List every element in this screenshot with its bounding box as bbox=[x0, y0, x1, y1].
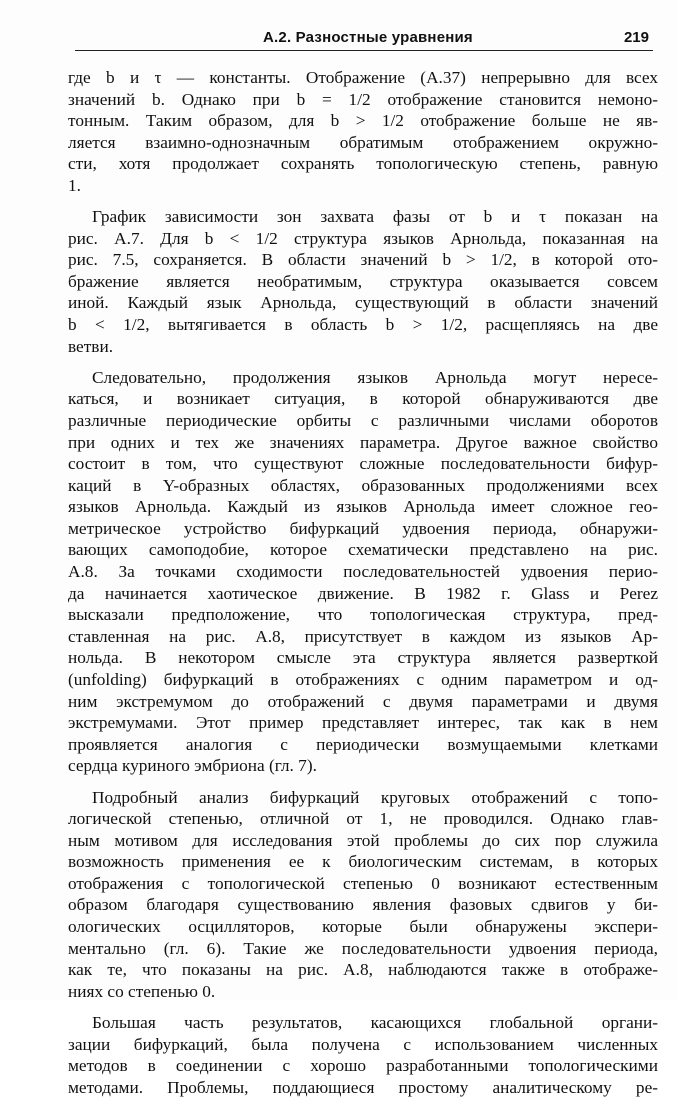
page-number: 219 bbox=[623, 29, 649, 46]
text-line: при одних и тех же значениях параметра. Другое важное свойство bbox=[68, 432, 658, 452]
text-line: высказали предположение, что топологическая структура, пред- bbox=[68, 605, 658, 625]
paragraph bbox=[68, 1012, 658, 1098]
header-rule bbox=[75, 50, 653, 51]
text-line: рис. 7.5, сохраняется. В области значений b > 1/2, в которой ото- bbox=[68, 250, 658, 270]
text-line: бражение является необратимым, структура оказывается совсем bbox=[68, 271, 658, 291]
text-line: ним экстремумом до отображений с двумя параметрами и двумя bbox=[68, 691, 658, 711]
text-line: зации бифуркаций, была получена с использованием численных bbox=[68, 1034, 658, 1054]
paragraph bbox=[68, 67, 658, 197]
page-header bbox=[75, 26, 653, 50]
text-line: экстремумами. Этот пример представляет интерес, так как в нем bbox=[68, 713, 658, 733]
text-line: сти, хотя продолжает сохранять топологическую степень, равную bbox=[68, 154, 658, 174]
text-line: методов в соединении с хорошо разработанными топологическими bbox=[68, 1056, 658, 1076]
text-line: 1. bbox=[68, 175, 81, 195]
running-head: А.2. Разностные уравнения bbox=[263, 29, 473, 46]
text-line: А.8. За точками сходимости последовательностей удвоения перио- bbox=[68, 562, 658, 582]
text-line: (unfolding) бифуркаций в отображениях с одним параметром и од- bbox=[68, 670, 658, 690]
text-line: логической степенью, отличной от 1, не проводился. Однако глав- bbox=[68, 809, 658, 829]
paragraph bbox=[68, 206, 658, 357]
text-line: методами. Проблемы, поддающиеся простому аналитическому ре- bbox=[68, 1077, 658, 1097]
text-line: ниях со степенью 0. bbox=[68, 981, 216, 1001]
text-line: сердца куриного эмбриона (гл. 7). bbox=[68, 756, 317, 776]
body-text bbox=[68, 67, 658, 1108]
text-line: метрическое устройство бифуркаций удвоения периода, обнаружи- bbox=[68, 518, 658, 538]
text-line: возможность применения ее к биологическим системам, в которых bbox=[68, 852, 658, 872]
text-line: отображения с топологической степенью 0 возникают естественным bbox=[68, 873, 658, 893]
text-line: рис. А.7. Для b < 1/2 структура языков Арнольда, показанная на bbox=[68, 228, 658, 248]
text-line: языков Арнольда. Каждый из языков Арнольда имеет сложное гео- bbox=[68, 497, 658, 517]
text-line: Подробный анализ бифуркаций круговых отображений с топо- bbox=[92, 787, 658, 807]
text-line: как те, что показаны на рис. А.8, наблюдаются также в отображе- bbox=[68, 960, 658, 980]
text-line: образом благодаря существованию явления фазовых сдвигов у би- bbox=[68, 895, 658, 915]
text-line: b < 1/2, вытягивается в область b > 1/2, расщепляясь на две bbox=[68, 315, 658, 335]
text-line: ветви. bbox=[68, 336, 114, 356]
text-line: ологических осцилляторов, которые были обнаружены экспери- bbox=[68, 917, 658, 937]
text-line: каться, и возникает ситуация, в которой обнаруживаются две bbox=[68, 389, 658, 409]
text-line: График зависимости зон захвата фазы от b и τ показан на bbox=[92, 207, 658, 227]
paragraph bbox=[68, 367, 658, 777]
text-line: ляется взаимно-однозначным обратимым отображением окружно- bbox=[68, 132, 658, 152]
text-line: различные периодические орбиты с различными числами оборотов bbox=[68, 410, 658, 430]
text-line: Большая часть результатов, касающихся глобальной органи- bbox=[92, 1012, 658, 1032]
text-line: значений b. Однако при b = 1/2 отображение становится немоно- bbox=[68, 89, 658, 109]
paragraph bbox=[68, 787, 658, 1003]
text-line: тонным. Таким образом, для b > 1/2 отображение больше не яв- bbox=[68, 111, 658, 131]
text-line: да начинается хаотическое движение. В 1982 г. Glass и Perez bbox=[68, 583, 658, 603]
text-line: каций в Y-образных областях, образованных продолжениями всех bbox=[68, 475, 658, 495]
text-line: ным мотивом для исследования этой проблемы до сих пор служила bbox=[68, 830, 658, 850]
text-line: вающих самоподобие, которое схематически представлено на рис. bbox=[68, 540, 658, 560]
text-line: ставленная на рис. А.8, присутствует в каждом из языков Ар- bbox=[68, 626, 658, 646]
text-line: проявляется аналогия с периодически возмущаемыми клетками bbox=[68, 734, 658, 754]
text-line: ментально (гл. 6). Такие же последовательности удвоения периода, bbox=[68, 938, 658, 958]
text-line: Следовательно, продолжения языков Арнольда могут нересе- bbox=[92, 367, 658, 387]
text-line: где b и τ — константы. Отображение (А.37) непрерывно для всех bbox=[68, 68, 658, 87]
text-line: нольда. В некотором смысле эта структура является разверткой bbox=[68, 648, 658, 668]
text-line: иной. Каждый язык Арнольда, существующий в области значений bbox=[68, 293, 658, 313]
text-line: состоит в том, что существуют сложные последовательности бифур- bbox=[68, 454, 658, 474]
